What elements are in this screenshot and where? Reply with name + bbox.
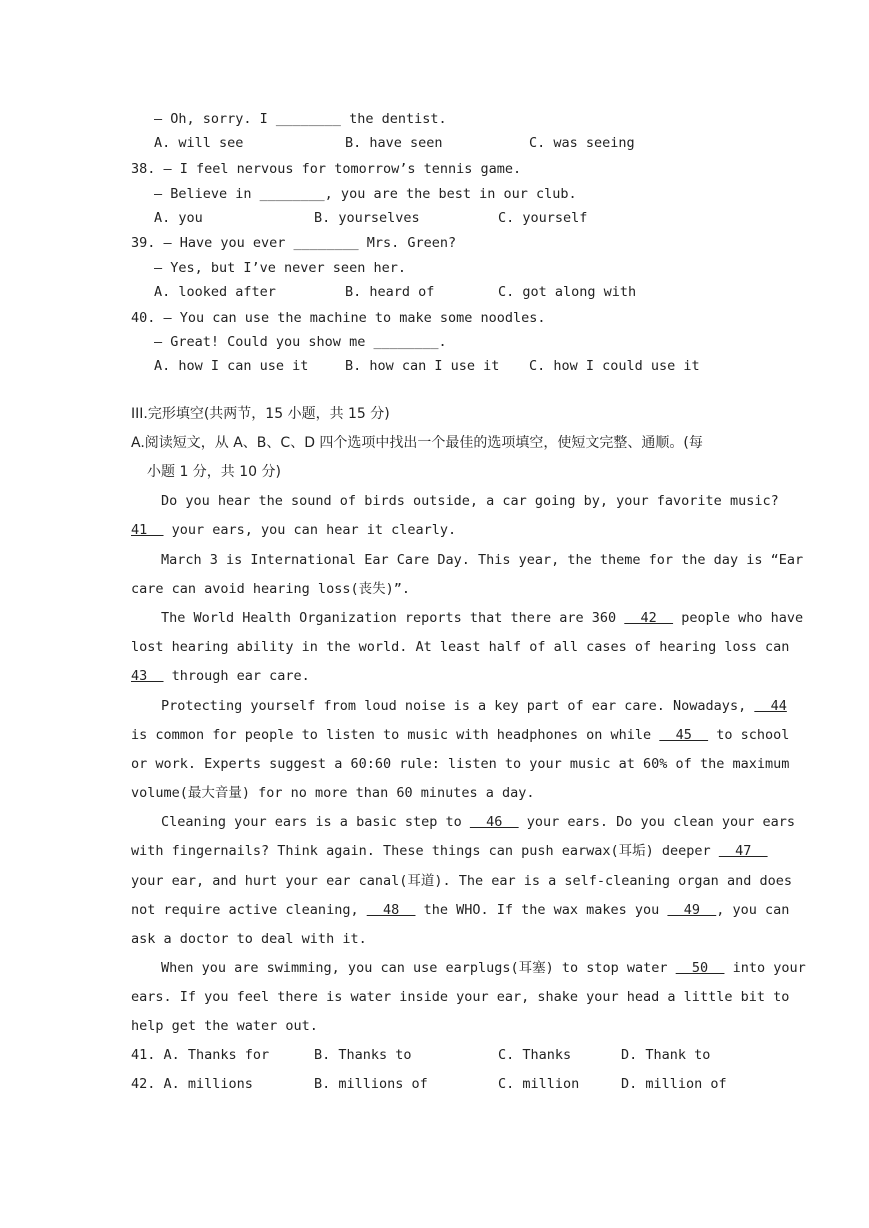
passage-line: lost hearing ability in the world. At least half of all cases of hearing loss can: [131, 639, 790, 655]
q42-option-b: B. millions of: [314, 1076, 428, 1092]
passage-line: or work. Experts suggest a 60:60 rule: listen to your music at 60% of the maximum: [131, 756, 790, 772]
q39-option-c: C. got along with: [498, 284, 637, 300]
passage-line: your ear, and hurt your ear canal(耳道). The ear is a self-cleaning organ and does: [131, 873, 792, 889]
q41-option-d: D. Thank to: [621, 1047, 711, 1063]
passage-text: to school: [708, 727, 790, 743]
q40-option-b: B. how can I use it: [345, 358, 500, 374]
passage-line: care can avoid hearing loss(丧失)”.: [131, 581, 410, 597]
blank-44: 44: [754, 698, 787, 714]
passage-line: [161, 959, 806, 977]
passage-text: through ear care.: [163, 668, 310, 684]
blank-45: 45: [659, 727, 709, 743]
q37-option-b: B. have seen: [345, 135, 443, 151]
q39-option-a: A. looked after: [154, 284, 276, 300]
blank-46: 46: [469, 814, 519, 830]
passage-line: [131, 842, 768, 860]
passage-text: Protecting yourself from loud noise is a key part of ear care. Nowadays,: [161, 698, 755, 714]
passage-line: [131, 667, 310, 685]
q37-option-a: A. will see: [154, 135, 244, 151]
q41-option-a: 41. A. Thanks for: [131, 1047, 270, 1063]
passage-line: ears. If you feel there is water inside your ear, shake your head a little bit to: [131, 989, 790, 1005]
passage-line: volume(最大音量) for no more than 60 minutes a day.: [131, 785, 535, 801]
blank-41: 41: [131, 522, 164, 538]
blank-43: 43: [131, 668, 164, 684]
q39-option-b: B. heard of: [345, 284, 435, 300]
passage-line: [161, 813, 795, 831]
passage-text: with fingernails? Think again. These things can push earwax(耳垢) deeper: [131, 843, 719, 859]
passage-line: March 3 is International Ear Care Day. This year, the theme for the day is “Ear: [161, 552, 804, 568]
passage-text: The World Health Organization reports that there are 360: [161, 610, 625, 626]
q40-answer-line: — Great! Could you show me ________.: [154, 334, 447, 350]
passage-text: your ears. Do you clean your ears: [518, 814, 795, 830]
passage-line: [161, 609, 803, 627]
q42-option-c: C. million: [498, 1076, 580, 1092]
passage-text: is common for people to listen to music with headphones on while: [131, 727, 660, 743]
q38-option-b: B. yourselves: [314, 210, 420, 226]
passage-line: Do you hear the sound of birds outside, a car going by, your favorite music?: [161, 493, 779, 509]
passage-text: into your: [724, 960, 806, 976]
passage-line: [131, 901, 789, 919]
blank-48: 48: [366, 902, 416, 918]
q38-prompt: 38. — I feel nervous for tomorrow’s tennis game.: [131, 161, 522, 177]
passage-text: your ears, you can hear it clearly.: [163, 522, 457, 538]
passage-text: the WHO. If the wax makes you: [415, 902, 668, 918]
section-instructions-line2: 小题 1 分，共 10 分): [147, 464, 281, 480]
passage-text: people who have: [673, 610, 804, 626]
q40-option-c: C. how I could use it: [529, 358, 700, 374]
q39-prompt: 39. — Have you ever ________ Mrs. Green?: [131, 235, 457, 251]
blank-50: 50: [675, 960, 725, 976]
q42-option-d: D. million of: [621, 1076, 727, 1092]
q39-answer-line: — Yes, but I’ve never seen her.: [154, 260, 406, 276]
q38-answer-line: — Believe in ________, you are the best in our club.: [154, 186, 577, 202]
blank-49: 49: [667, 902, 717, 918]
blank-47: 47: [718, 843, 768, 859]
q42-option-a: 42. A. millions: [131, 1076, 253, 1092]
q38-option-a: A. you: [154, 210, 203, 226]
q40-prompt: 40. — You can use the machine to make some noodles.: [131, 310, 546, 326]
q40-option-a: A. how I can use it: [154, 358, 309, 374]
q37-option-c: C. was seeing: [529, 135, 635, 151]
passage-text: Cleaning your ears is a basic step to: [161, 814, 470, 830]
passage-line: [131, 521, 456, 539]
passage-text: , you can: [716, 902, 790, 918]
q41-option-c: C. Thanks: [498, 1047, 572, 1063]
section-instructions-line1: A.阅读短文，从 A、B、C、D 四个选项中找出一个最佳的选项填空，使短文完整、通顺。(每: [131, 435, 703, 451]
q41-option-b: B. Thanks to: [314, 1047, 412, 1063]
blank-42: 42: [624, 610, 674, 626]
q38-option-c: C. yourself: [498, 210, 588, 226]
passage-text: When you are swimming, you can use earplugs(耳塞) to stop water: [161, 960, 676, 976]
passage-line: ask a doctor to deal with it.: [131, 931, 367, 947]
passage-text: not require active cleaning,: [131, 902, 367, 918]
passage-line: [131, 726, 789, 744]
passage-line: [161, 697, 787, 715]
section-title: III.完形填空(共两节，15 小题，共 15 分): [131, 406, 390, 422]
q37-answer-line: — Oh, sorry. I ________ the dentist.: [154, 111, 447, 127]
passage-line: help get the water out.: [131, 1018, 318, 1034]
